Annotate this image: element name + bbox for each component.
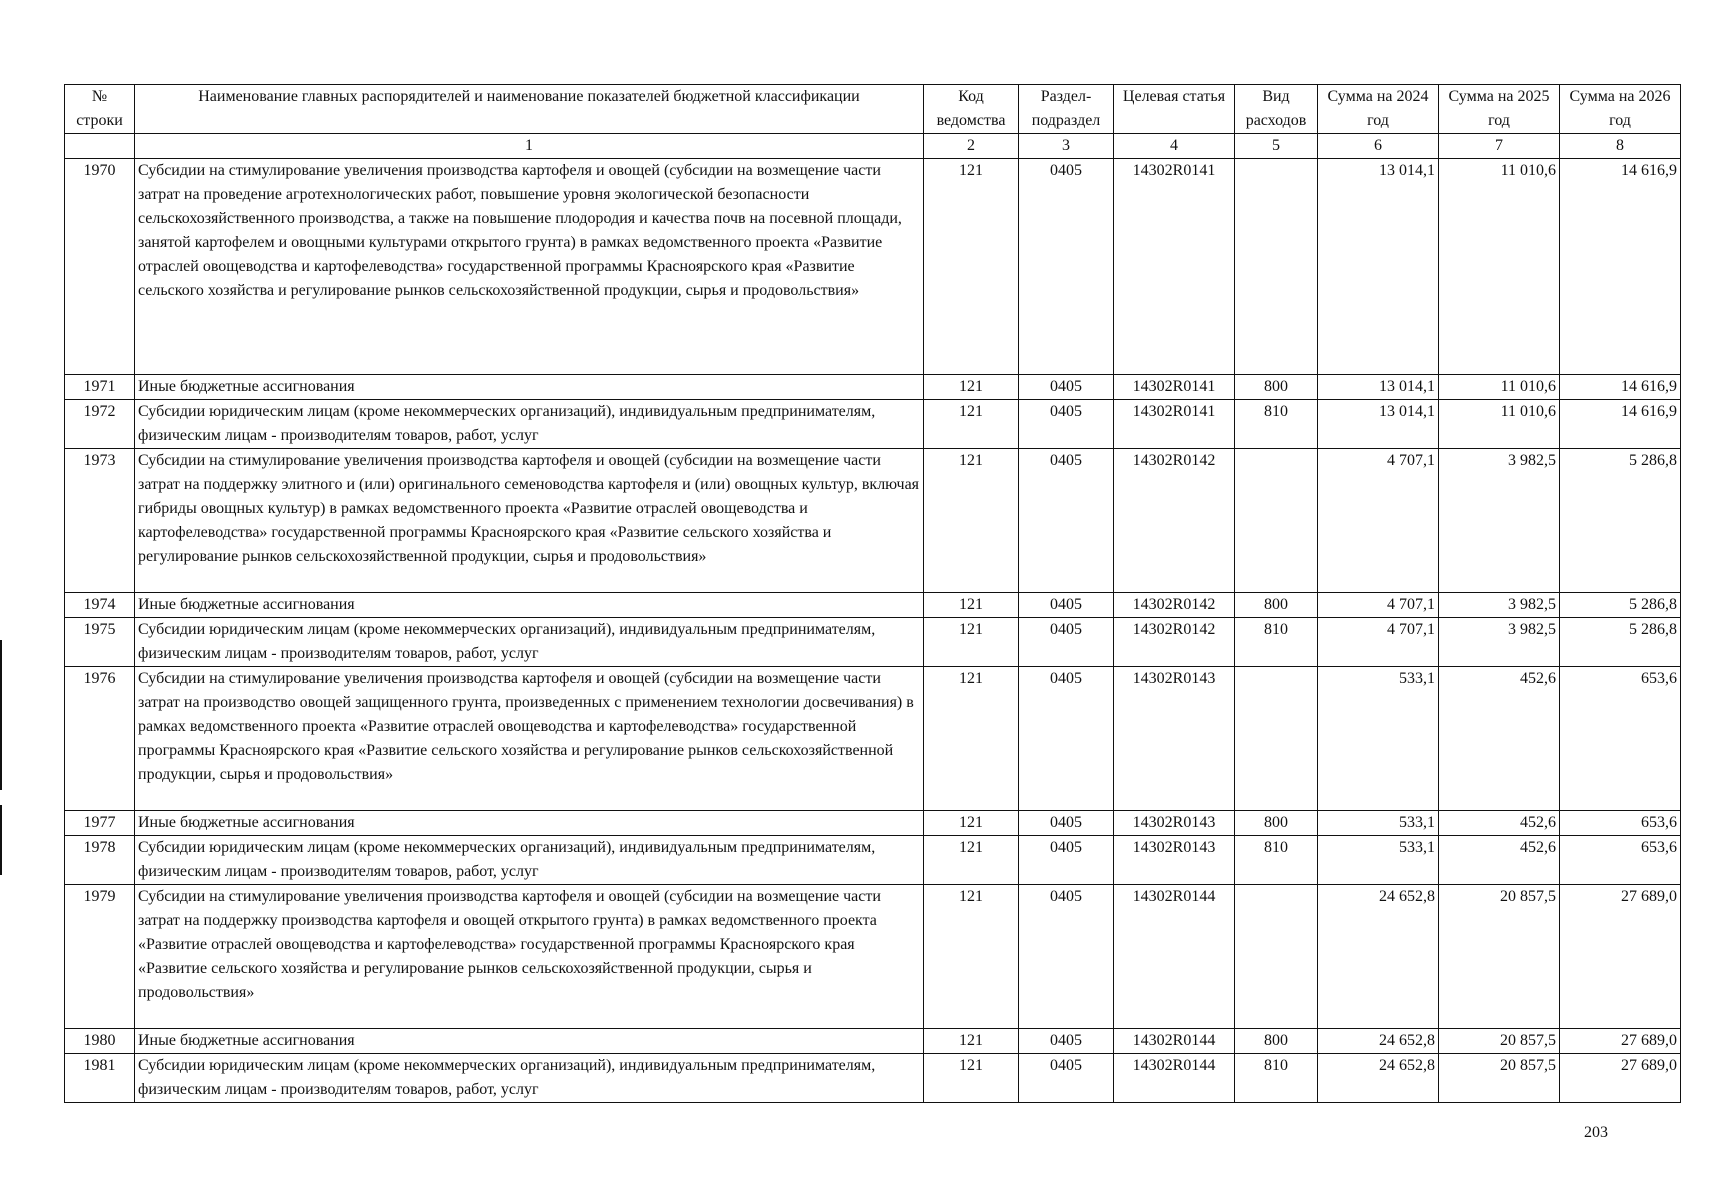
table-row	[65, 836, 1681, 885]
table-row	[65, 885, 1681, 1029]
row-dept-code: 121	[924, 400, 1019, 449]
table-row	[65, 449, 1681, 593]
row-number: 1970	[65, 159, 135, 375]
row-sum-2024: 533,1	[1318, 811, 1439, 836]
table-row	[65, 1054, 1681, 1103]
row-target: 14302R0142	[1114, 449, 1235, 593]
row-name: Субсидии юридическим лицам (кроме некоммерческих организаций), индивидуальным предпринимателям, физическим лицам - производителям товаров, работ, услуг	[135, 618, 924, 667]
row-dept-code: 121	[924, 1054, 1019, 1103]
column-number: 6	[1318, 134, 1439, 159]
row-name: Иные бюджетные ассигнования	[135, 593, 924, 618]
row-sum-2026: 27 689,0	[1560, 1054, 1681, 1103]
table-row	[65, 1029, 1681, 1054]
row-dept-code: 121	[924, 885, 1019, 1029]
row-sum-2026: 27 689,0	[1560, 1029, 1681, 1054]
row-expense-type: 810	[1235, 618, 1318, 667]
row-target: 14302R0143	[1114, 667, 1235, 811]
row-target: 14302R0144	[1114, 1029, 1235, 1054]
column-number	[65, 134, 135, 159]
row-sum-2024: 24 652,8	[1318, 885, 1439, 1029]
row-name: Субсидии юридическим лицам (кроме некоммерческих организаций), индивидуальным предпринимателям, физическим лицам - производителям товаров, работ, услуг	[135, 1054, 924, 1103]
row-dept-code: 121	[924, 667, 1019, 811]
row-expense-type: 810	[1235, 836, 1318, 885]
row-sum-2025: 452,6	[1439, 836, 1560, 885]
row-sum-2024: 533,1	[1318, 667, 1439, 811]
row-sum-2024: 24 652,8	[1318, 1029, 1439, 1054]
row-number: 1978	[65, 836, 135, 885]
row-section: 0405	[1019, 449, 1114, 593]
row-sum-2026: 5 286,8	[1560, 618, 1681, 667]
row-section: 0405	[1019, 885, 1114, 1029]
row-expense-type	[1235, 667, 1318, 811]
row-expense-type: 800	[1235, 593, 1318, 618]
header-row	[65, 85, 1681, 134]
row-sum-2025: 11 010,6	[1439, 375, 1560, 400]
column-number: 4	[1114, 134, 1235, 159]
column-number: 5	[1235, 134, 1318, 159]
row-sum-2024: 533,1	[1318, 836, 1439, 885]
row-expense-type: 800	[1235, 811, 1318, 836]
row-sum-2026: 27 689,0	[1560, 885, 1681, 1029]
row-sum-2026: 14 616,9	[1560, 159, 1681, 375]
row-section: 0405	[1019, 618, 1114, 667]
table-row	[65, 400, 1681, 449]
row-sum-2025: 11 010,6	[1439, 400, 1560, 449]
header-section: Раздел-подраздел	[1019, 85, 1114, 134]
row-number: 1972	[65, 400, 135, 449]
column-number: 8	[1560, 134, 1681, 159]
row-name: Иные бюджетные ассигнования	[135, 1029, 924, 1054]
row-dept-code: 121	[924, 811, 1019, 836]
row-name: Субсидии на стимулирование увеличения производства картофеля и овощей (субсидии на возмещение части затрат на поддержку производства картофеля и овощей открытого грунта) в рамках ведомственного проекта «Развитие отраслей овощеводства и картофелеводства» государственной программы Красноярского края «Развитие сельского хозяйства и регулирование рынков сельскохозяйственной продукции, сырья и продовольствия»	[135, 885, 924, 1029]
row-target: 14302R0141	[1114, 400, 1235, 449]
row-sum-2026: 5 286,8	[1560, 449, 1681, 593]
row-number: 1977	[65, 811, 135, 836]
row-sum-2025: 452,6	[1439, 811, 1560, 836]
row-section: 0405	[1019, 1029, 1114, 1054]
row-sum-2024: 24 652,8	[1318, 1054, 1439, 1103]
row-sum-2026: 653,6	[1560, 667, 1681, 811]
header-sum-2026: Сумма на 2026 год	[1560, 85, 1681, 134]
row-section: 0405	[1019, 836, 1114, 885]
row-target: 14302R0144	[1114, 885, 1235, 1029]
row-target: 14302R0142	[1114, 593, 1235, 618]
row-name: Иные бюджетные ассигнования	[135, 811, 924, 836]
row-sum-2026: 653,6	[1560, 811, 1681, 836]
header-expense-type: Вид расходов	[1235, 85, 1318, 134]
row-name: Субсидии на стимулирование увеличения производства картофеля и овощей (субсидии на возмещение части затрат на проведение агротехнологических работ, повышение уровня экологической безопасности сельскохозяйственного производства, а также на повышение плодородия и качества почв на посевной площади, занятой картофелем и овощными культурами открытого грунта) в рамках ведомственного проекта «Развитие отраслей овощеводства и картофелеводства» государственной программы Красноярского края «Развитие сельского хозяйства и регулирование рынков сельскохозяйственной продукции, сырья и продовольствия»	[135, 159, 924, 375]
header-target: Целевая статья	[1114, 85, 1235, 134]
row-expense-type: 810	[1235, 400, 1318, 449]
table-row	[65, 811, 1681, 836]
row-expense-type	[1235, 449, 1318, 593]
row-number: 1973	[65, 449, 135, 593]
header-name: Наименование главных распорядителей и наименование показателей бюджетной классификации	[135, 85, 924, 134]
row-number: 1975	[65, 618, 135, 667]
row-sum-2025: 3 982,5	[1439, 449, 1560, 593]
row-dept-code: 121	[924, 836, 1019, 885]
column-number-row	[65, 134, 1681, 159]
scan-edge-mark	[0, 805, 2, 875]
row-sum-2025: 452,6	[1439, 667, 1560, 811]
row-sum-2024: 4 707,1	[1318, 618, 1439, 667]
page-number: 203	[1584, 1124, 1608, 1141]
header-row-no: № строки	[65, 85, 135, 134]
row-target: 14302R0142	[1114, 618, 1235, 667]
row-section: 0405	[1019, 593, 1114, 618]
row-sum-2026: 5 286,8	[1560, 593, 1681, 618]
row-number: 1981	[65, 1054, 135, 1103]
row-dept-code: 121	[924, 449, 1019, 593]
row-sum-2025: 3 982,5	[1439, 593, 1560, 618]
column-number: 7	[1439, 134, 1560, 159]
row-dept-code: 121	[924, 159, 1019, 375]
header-sum-2024: Сумма на 2024 год	[1318, 85, 1439, 134]
row-target: 14302R0141	[1114, 159, 1235, 375]
row-dept-code: 121	[924, 593, 1019, 618]
row-section: 0405	[1019, 667, 1114, 811]
row-sum-2026: 14 616,9	[1560, 375, 1681, 400]
row-sum-2025: 20 857,5	[1439, 885, 1560, 1029]
table-row	[65, 375, 1681, 400]
row-target: 14302R0141	[1114, 375, 1235, 400]
row-sum-2024: 13 014,1	[1318, 159, 1439, 375]
row-name: Субсидии на стимулирование увеличения производства картофеля и овощей (субсидии на возмещение части затрат на производство овощей защищенного грунта, произведенных с применением технологии досвечивания) в рамках ведомственного проекта «Развитие отраслей овощеводства и картофелеводства» государственной программы Красноярского края «Развитие сельского хозяйства и регулирование рынков сельскохозяйственной продукции, сырья и продовольствия»	[135, 667, 924, 811]
scan-edge-mark	[0, 640, 2, 790]
row-target: 14302R0143	[1114, 836, 1235, 885]
row-sum-2025: 3 982,5	[1439, 618, 1560, 667]
row-section: 0405	[1019, 159, 1114, 375]
row-target: 14302R0144	[1114, 1054, 1235, 1103]
column-number: 2	[924, 134, 1019, 159]
row-sum-2024: 13 014,1	[1318, 375, 1439, 400]
row-name: Субсидии юридическим лицам (кроме некоммерческих организаций), индивидуальным предпринимателям, физическим лицам - производителям товаров, работ, услуг	[135, 836, 924, 885]
header-dept-code: Код ведомства	[924, 85, 1019, 134]
row-expense-type: 810	[1235, 1054, 1318, 1103]
header-sum-2025: Сумма на 2025 год	[1439, 85, 1560, 134]
row-sum-2025: 11 010,6	[1439, 159, 1560, 375]
table-row	[65, 667, 1681, 811]
row-number: 1980	[65, 1029, 135, 1054]
row-dept-code: 121	[924, 1029, 1019, 1054]
row-section: 0405	[1019, 375, 1114, 400]
row-expense-type: 800	[1235, 375, 1318, 400]
table-row	[65, 159, 1681, 375]
row-expense-type	[1235, 885, 1318, 1029]
row-number: 1971	[65, 375, 135, 400]
row-sum-2026: 14 616,9	[1560, 400, 1681, 449]
column-number: 3	[1019, 134, 1114, 159]
row-section: 0405	[1019, 400, 1114, 449]
row-expense-type: 800	[1235, 1029, 1318, 1054]
row-name: Иные бюджетные ассигнования	[135, 375, 924, 400]
row-dept-code: 121	[924, 618, 1019, 667]
row-sum-2025: 20 857,5	[1439, 1054, 1560, 1103]
row-number: 1979	[65, 885, 135, 1029]
row-name: Субсидии на стимулирование увеличения производства картофеля и овощей (субсидии на возмещение части затрат на поддержку элитного и (или) оригинального семеноводства картофеля и (или) овощных культур, включая гибриды овощных культур) в рамках ведомственного проекта «Развитие отраслей овощеводства и картофелеводства» государственной программы Красноярского края «Развитие сельского хозяйства и регулирование рынков сельскохозяйственной продукции, сырья и продовольствия»	[135, 449, 924, 593]
row-sum-2024: 4 707,1	[1318, 449, 1439, 593]
row-section: 0405	[1019, 1054, 1114, 1103]
row-name: Субсидии юридическим лицам (кроме некоммерческих организаций), индивидуальным предпринимателям, физическим лицам - производителям товаров, работ, услуг	[135, 400, 924, 449]
row-target: 14302R0143	[1114, 811, 1235, 836]
row-sum-2025: 20 857,5	[1439, 1029, 1560, 1054]
row-sum-2024: 13 014,1	[1318, 400, 1439, 449]
budget-table	[64, 84, 1681, 1103]
row-sum-2024: 4 707,1	[1318, 593, 1439, 618]
budget-table-page	[64, 84, 1681, 1103]
row-sum-2026: 653,6	[1560, 836, 1681, 885]
row-section: 0405	[1019, 811, 1114, 836]
table-row	[65, 618, 1681, 667]
column-number: 1	[135, 134, 924, 159]
row-number: 1976	[65, 667, 135, 811]
row-number: 1974	[65, 593, 135, 618]
row-expense-type	[1235, 159, 1318, 375]
row-dept-code: 121	[924, 375, 1019, 400]
table-row	[65, 593, 1681, 618]
